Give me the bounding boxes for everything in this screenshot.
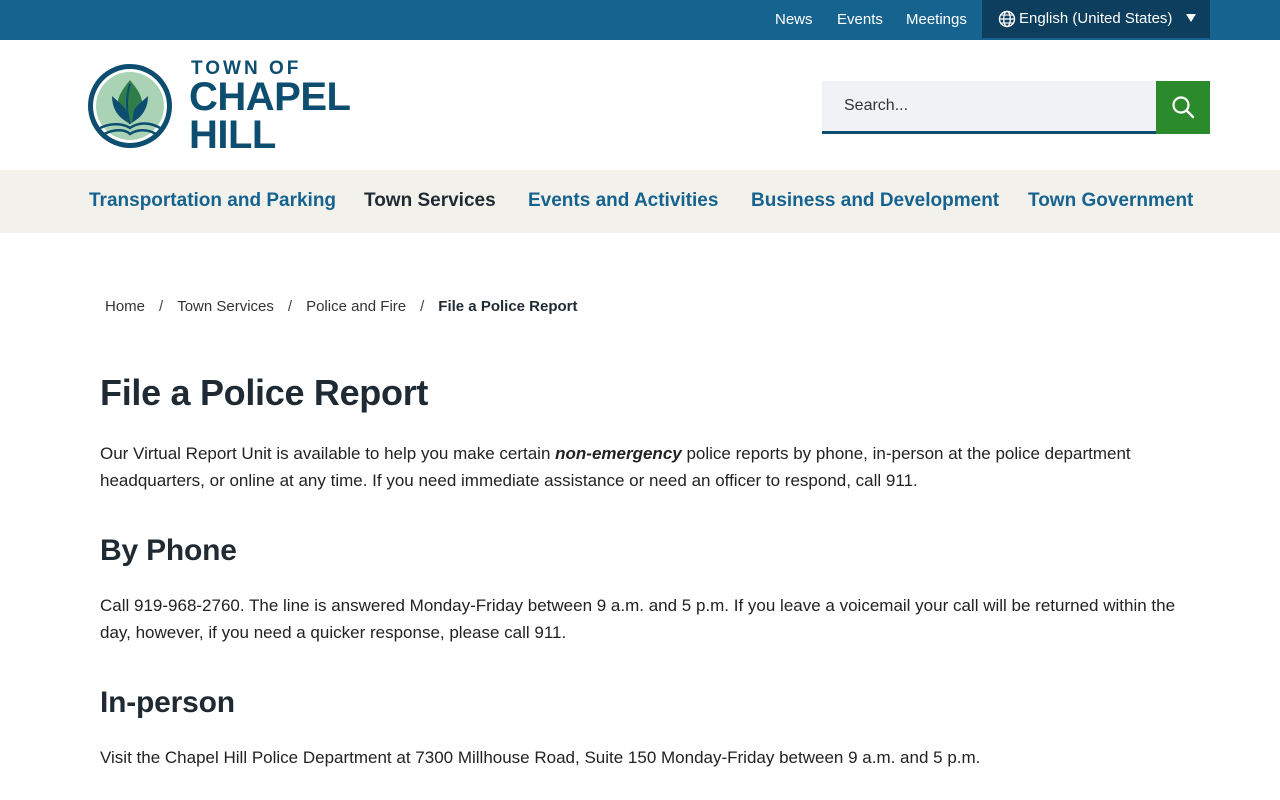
intro-text-end: police reports by phone, in-person at the police department headquarters, or online at any time. If you need immediate assistance or need an officer to respond, call 911. <box>100 444 1131 490</box>
caret-down-icon <box>1186 14 1196 22</box>
search-input[interactable] <box>822 81 1156 131</box>
breadcrumb-town-services[interactable]: Town Services <box>177 298 274 315</box>
main-content <box>100 372 1180 771</box>
nav-town-government[interactable]: Town Government <box>1028 190 1194 211</box>
intro-paragraph <box>100 440 1180 494</box>
breadcrumb-separator: / <box>420 298 425 315</box>
language-selector[interactable] <box>982 0 1210 38</box>
by-phone-text: Call 919-968-2760. The line is answered Monday-Friday between 9 a.m. and 5 p.m. If you leave a voicemail your call will be returned within the day, however, if you need a quicker response, please call 911. <box>100 596 1176 642</box>
site-logo[interactable] <box>86 58 351 157</box>
language-label: English (United States) <box>1019 10 1173 27</box>
intro-emphasis: non-emergency <box>555 444 682 463</box>
search-box <box>822 81 1156 134</box>
page-title: File a Police Report <box>100 372 429 413</box>
in-person-heading: In-person <box>100 686 235 719</box>
nav-transportation-and-parking[interactable]: Transportation and Parking <box>89 190 337 211</box>
intro-text-start: Our Virtual Report Unit is available to help you make certain <box>100 444 556 463</box>
main-navigation <box>0 170 1280 233</box>
breadcrumb-separator: / <box>287 298 293 315</box>
tree-seal-icon <box>86 62 174 150</box>
utility-bar <box>0 0 1280 40</box>
breadcrumb-separator: / <box>159 298 164 315</box>
logo-wordmark <box>189 75 351 157</box>
site-header <box>0 40 1280 170</box>
in-person-text: Visit the Chapel Hill Police Department at 7300 Millhouse Road, Suite 150 Monday-Friday between 9 a.m. and 5 p.m. <box>100 748 981 767</box>
meetings-link[interactable]: Meetings <box>906 11 967 28</box>
breadcrumb-home[interactable]: Home <box>105 298 146 315</box>
by-phone-heading: By Phone <box>100 534 237 567</box>
globe-icon <box>998 10 1016 28</box>
events-link[interactable]: Events <box>837 11 883 28</box>
nav-events-and-activities[interactable]: Events and Activities <box>528 190 719 211</box>
logo-name-line2: HILL <box>189 113 276 157</box>
logo-town-of: TOWN OF <box>191 58 302 79</box>
nav-town-services[interactable]: Town Services <box>364 190 496 211</box>
breadcrumb-current: File a Police Report <box>438 298 578 315</box>
search-button[interactable] <box>1156 81 1210 134</box>
logo-name-line1: CHAPEL <box>189 75 351 119</box>
news-link[interactable]: News <box>775 11 813 28</box>
breadcrumb-police-and-fire[interactable]: Police and Fire <box>306 298 407 315</box>
search-icon <box>1171 95 1195 119</box>
breadcrumb <box>105 298 578 315</box>
nav-business-and-development[interactable]: Business and Development <box>751 190 1000 211</box>
